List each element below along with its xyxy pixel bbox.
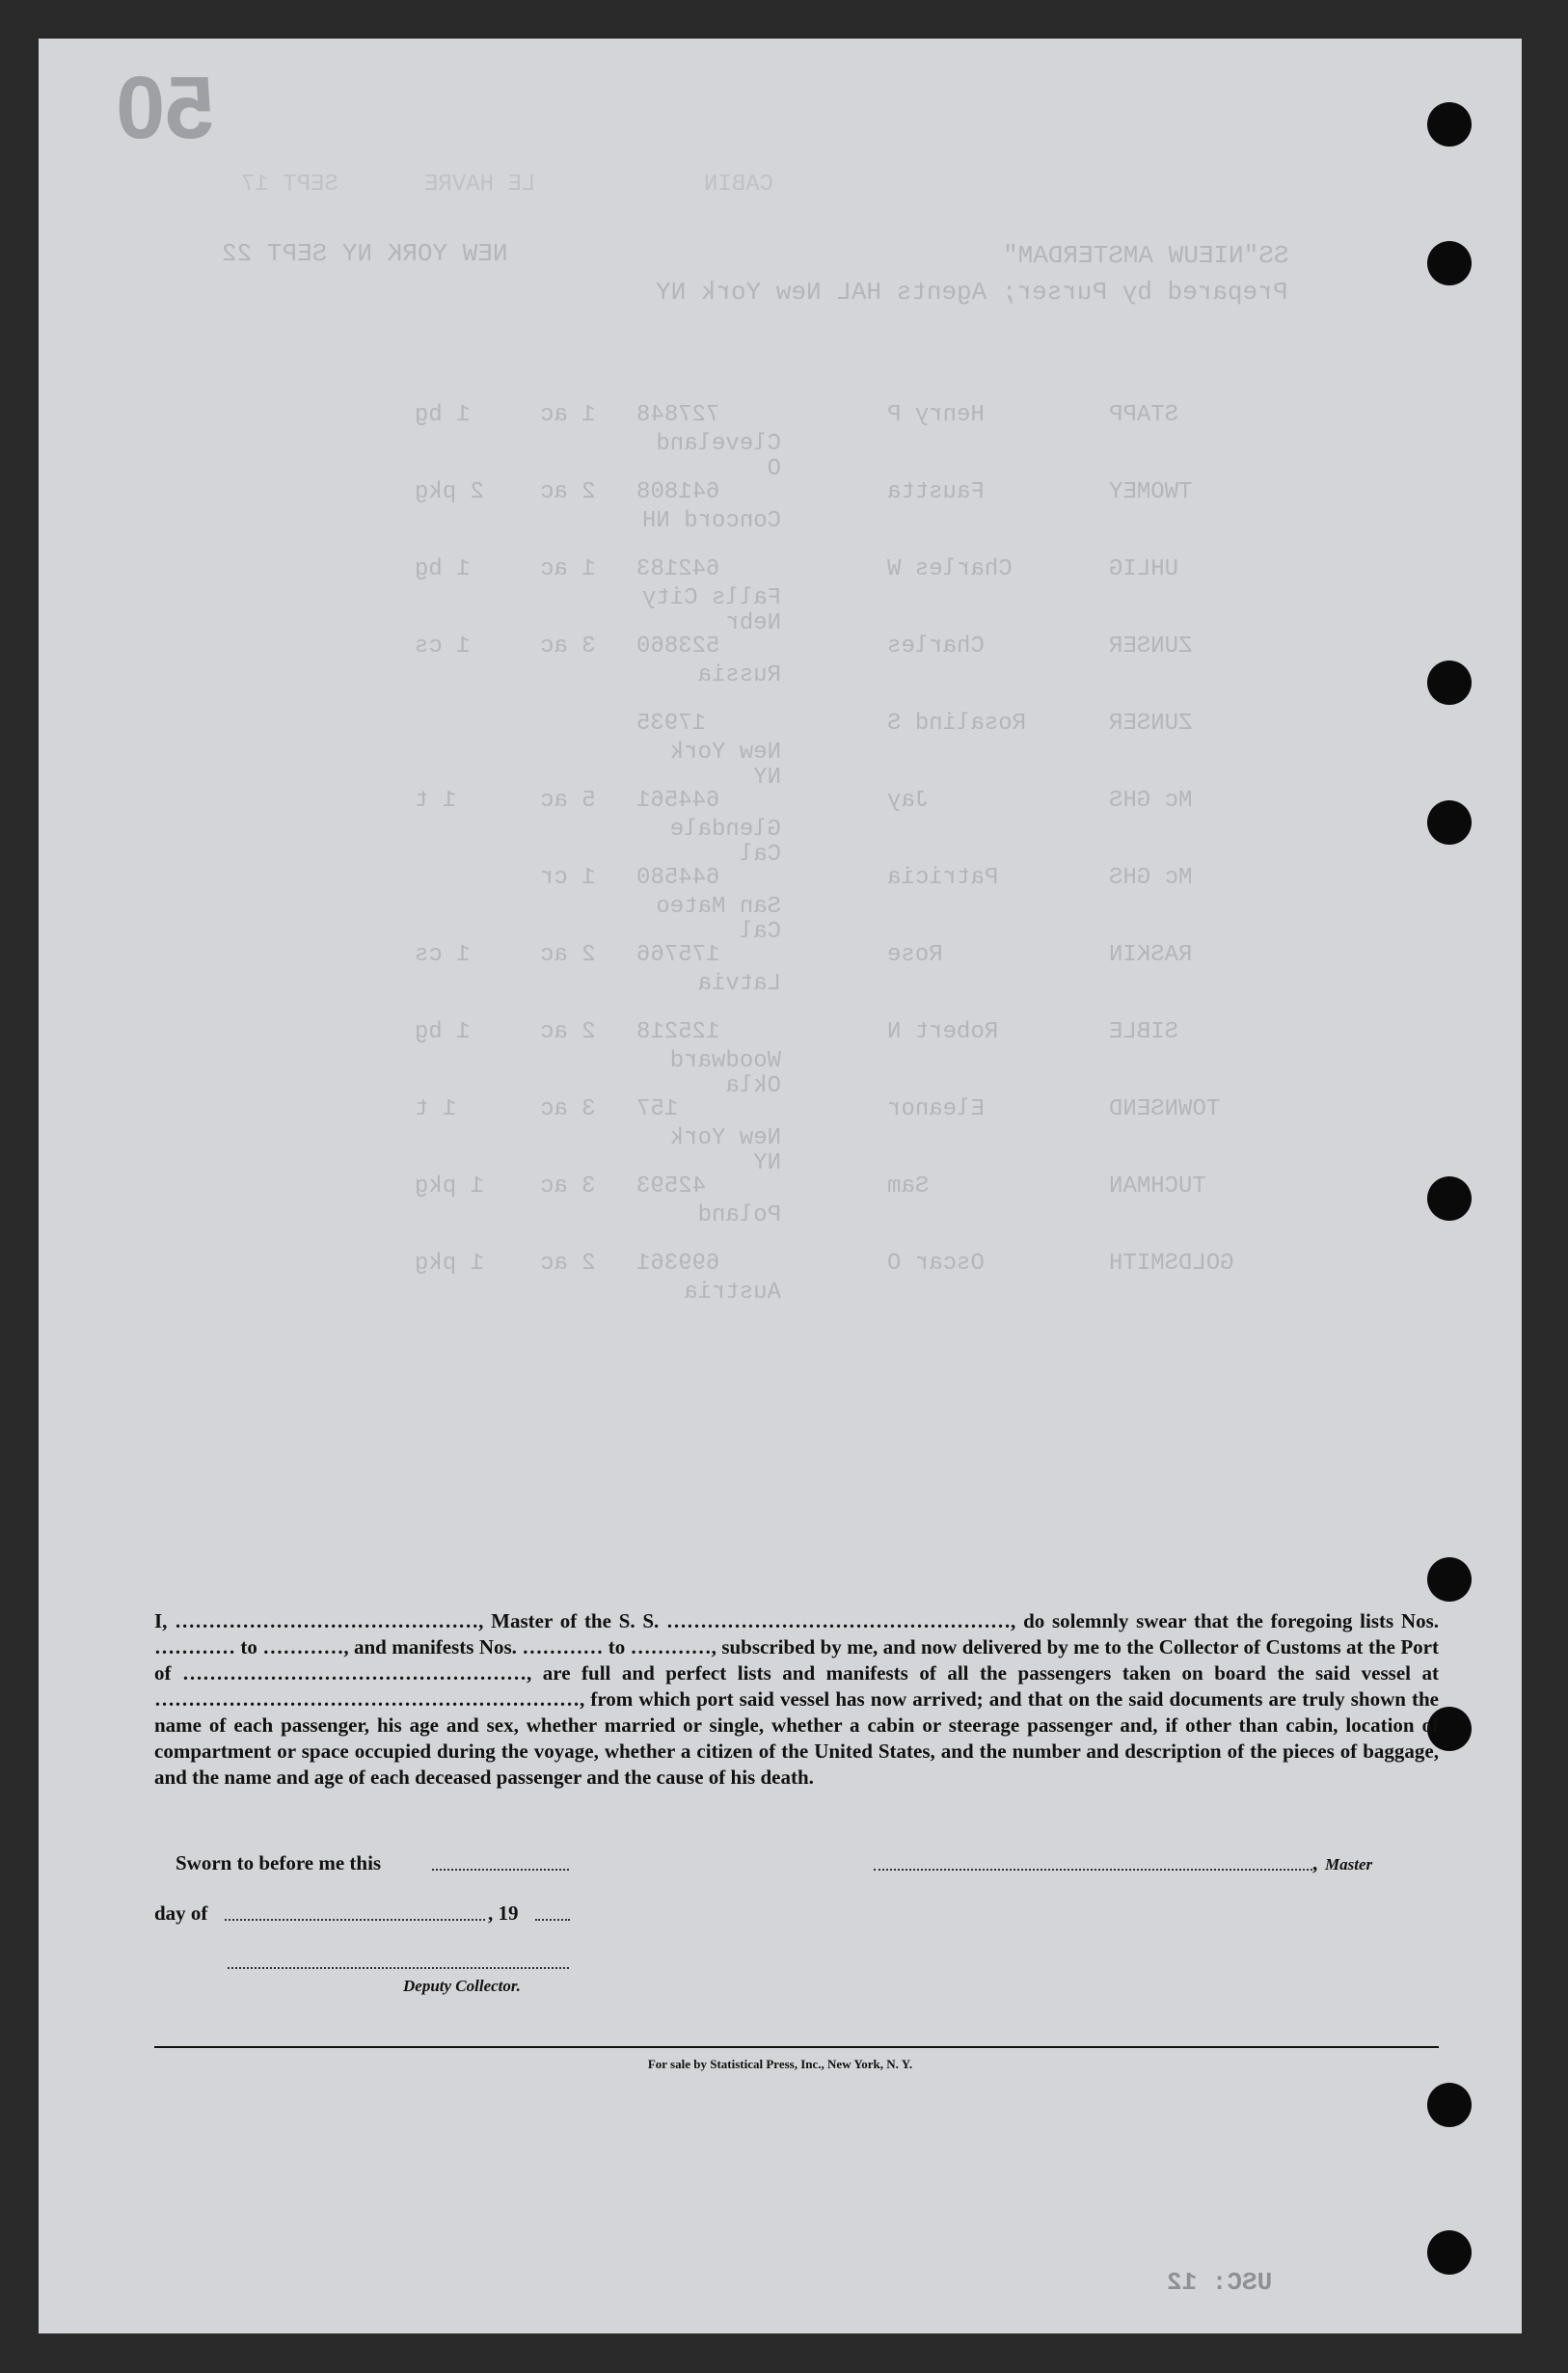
bleed-header-port: LE HAVRE [424, 172, 536, 198]
bleed-header-arrival: NEW YORK NY SEPT 22 [222, 239, 508, 268]
bleed-passport-number: 125218 [636, 1019, 720, 1045]
bleed-baggage: 1 bg [415, 1019, 471, 1045]
year-line[interactable] [535, 1919, 570, 1921]
bleed-given-name: Henry P [887, 402, 985, 428]
deputy-collector-label: Deputy Collector. [403, 1977, 521, 1995]
bleed-given-name: Robert N [887, 1019, 999, 1045]
bleed-record-row [39, 1174, 1522, 1252]
bleed-surname: ZUNSER [1109, 634, 1193, 660]
bleed-place: Cleveland O [656, 431, 781, 482]
bleed-passport-number: 642183 [636, 556, 720, 582]
bleed-record-row [39, 634, 1522, 712]
bleed-stamp-number: 50 [116, 59, 215, 157]
bleed-record-row [39, 1252, 1522, 1329]
bleed-record-row [39, 943, 1522, 1020]
bleed-place: Glendale Cal [669, 817, 781, 868]
bleed-header-class: CABIN [704, 172, 774, 198]
bleed-age-class: 2 ac [540, 479, 596, 505]
bleed-baggage: 1 pkg [415, 1251, 485, 1277]
bleed-surname: STAPP [1109, 402, 1179, 428]
bleed-passport-number: 157 [636, 1096, 679, 1122]
bleed-place: San Mateo Cal [656, 894, 781, 945]
bleed-place: Russia [697, 662, 781, 688]
master-signature-line[interactable] [874, 1869, 1312, 1871]
bleed-age-class: 2 ac [540, 1251, 596, 1277]
bleed-passport-number: 42593 [636, 1173, 707, 1200]
master-label: Master [1325, 1855, 1373, 1874]
bleed-record-row [39, 557, 1522, 634]
year-label: , 19 [488, 1901, 519, 1925]
bleed-given-name: Charles [887, 634, 985, 660]
day-of-line[interactable] [225, 1919, 485, 1921]
bleed-baggage: 1 cs [415, 942, 471, 968]
bleed-age-class: 3 ac [540, 634, 596, 660]
bleed-place: Falls City Nebr [641, 585, 781, 636]
bleed-surname: Mc GHS [1109, 865, 1193, 891]
bleed-age-class: 5 ac [540, 788, 596, 814]
bleed-place: Poland [697, 1202, 781, 1228]
bleed-given-name: Charles W [887, 556, 1013, 582]
bleed-given-name: Rosalind S [887, 711, 1027, 737]
bleed-passport-number: 175766 [636, 942, 720, 968]
bleed-record-row [39, 789, 1522, 866]
bleed-baggage: 1 bg [415, 402, 471, 428]
bleed-surname: RASKIN [1109, 942, 1193, 968]
bleed-passport-number: 641808 [636, 479, 720, 505]
bleed-surname: ZUNSER [1109, 711, 1193, 737]
bleed-age-class: 3 ac [540, 1173, 596, 1200]
bleed-place: Concord NH [641, 508, 781, 534]
oath-paragraph: I, ………………………………………, Master of the S. S. ……………………………………………, do solemnly swear that the foregoing lists Nos. ………… to …………, and manifests Nos. ………… to …………, subscribed by me, and now delivered by me to the Collector of Customs at the Port of ……………………………………………, are full and perfect lists and manifests of all the passengers taken on board the said vessel at ………………………………………………………, from which port said vessel has now arrived; and that on the said documents are truly shown the name of each passenger, his age and sex, whether married or single, whether a cabin or steerage passenger and, if other than cabin, location of compartment or space occupied during the voyage, whether a citizen of the United States, and the number and description of the pieces of baggage, and the name and age of each deceased passenger and the cause of his death. [154, 1609, 1439, 1789]
bleed-surname: TWOMEY [1109, 479, 1193, 505]
bleed-record-row [39, 1097, 1522, 1174]
bleed-baggage: 1 bg [415, 556, 471, 582]
bleed-given-name: Faustta [887, 479, 985, 505]
bleed-passport-number: 727848 [636, 402, 720, 428]
bleed-place: Woodward Okla [669, 1048, 781, 1099]
bleed-header-date: SEPT 17 [241, 172, 338, 198]
bleed-record-row [39, 1020, 1522, 1097]
master-comma: , [1312, 1851, 1318, 1874]
bleed-records [39, 39, 1522, 2333]
bleed-age-class: 3 ac [540, 1096, 596, 1122]
bleed-surname: TOWNSEND [1109, 1096, 1221, 1122]
bleed-passport-number: 644580 [636, 865, 720, 891]
bleed-given-name: Patricia [887, 865, 999, 891]
bleed-place: Austria [684, 1280, 781, 1306]
day-of-label: day of [154, 1901, 208, 1925]
bleed-given-name: Rose [887, 942, 943, 968]
bleed-record-row [39, 480, 1522, 557]
bleed-surname: GOLDSMITH [1109, 1251, 1234, 1277]
bleed-header-ship: SS"NIEUW AMSTERDAM" [1003, 241, 1289, 270]
bleed-age-class: 1 ac [540, 556, 596, 582]
bleed-passport-number: 699361 [636, 1251, 720, 1277]
footer-rule [154, 2046, 1439, 2048]
bleed-passport-number: 523860 [636, 634, 720, 660]
bleed-baggage: 1 pkg [415, 1173, 485, 1200]
bleed-age-class: 2 ac [540, 1019, 596, 1045]
bleed-baggage: 2 pkg [415, 479, 485, 505]
bleed-record-row [39, 403, 1522, 480]
bleed-age-class: 1 cr [540, 865, 596, 891]
bleed-bottom-code: USC: 12 [1167, 2268, 1273, 2297]
bleed-place: New York NY [669, 740, 781, 791]
bleed-surname: SIBLE [1109, 1019, 1179, 1045]
sworn-date-line[interactable] [432, 1869, 569, 1871]
bleed-baggage: 1 t [415, 1096, 457, 1122]
bleed-passport-number: 17935 [636, 711, 707, 737]
bleed-given-name: Jay [887, 788, 930, 814]
bleed-given-name: Sam [887, 1173, 930, 1200]
bleed-given-name: Eleanor [887, 1096, 985, 1122]
deputy-signature-line[interactable] [228, 1967, 569, 1969]
printer-footer: For sale by Statistical Press, Inc., New York, N. Y. [647, 2057, 913, 2071]
bleed-age-class: 1 ac [540, 402, 596, 428]
bleed-surname: UHLIG [1109, 556, 1179, 582]
bleed-baggage: 1 t [415, 788, 457, 814]
bleed-place: Latvia [697, 971, 781, 997]
bleed-passport-number: 644561 [636, 788, 720, 814]
bleed-record-row [39, 712, 1522, 789]
bleed-record-row [39, 866, 1522, 943]
bleed-age-class: 2 ac [540, 942, 596, 968]
bleed-place: New York NY [669, 1125, 781, 1176]
bleed-baggage: 1 cs [415, 634, 471, 660]
sworn-label: Sworn to before me this [176, 1851, 382, 1874]
bleed-given-name: Oscar O [887, 1251, 985, 1277]
bleed-surname: Mc GHS [1109, 788, 1193, 814]
bleed-header-prepared: Prepared by Purser; Agents HAL New York NY [656, 278, 1288, 307]
manifest-page [39, 39, 1522, 2333]
bleed-surname: TUCHMAN [1109, 1173, 1206, 1200]
